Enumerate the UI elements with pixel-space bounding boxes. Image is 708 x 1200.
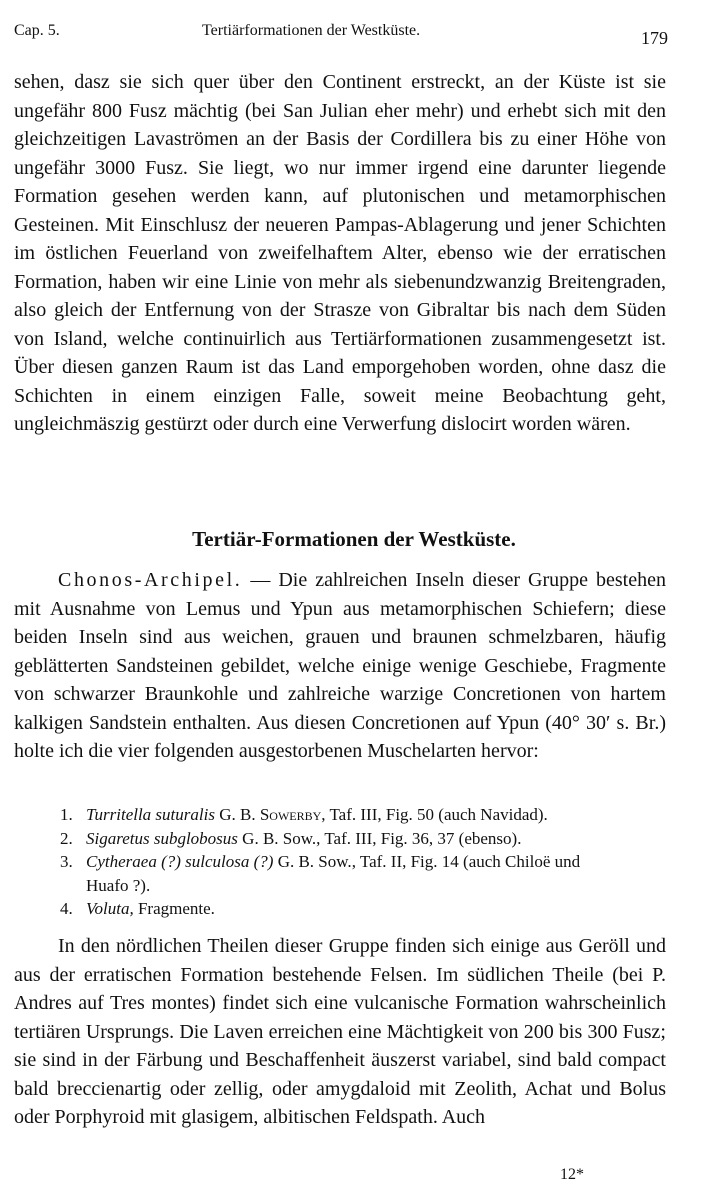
running-header (14, 22, 668, 52)
list-item-number: 4. (60, 899, 73, 918)
paragraph-2-lead: Chonos-Archipel. (58, 569, 243, 591)
list-item (60, 897, 666, 921)
species-author: G. B. Sow. (273, 852, 352, 871)
species-name: Voluta, (86, 899, 134, 918)
species-author: G. B. (219, 805, 260, 824)
running-title: Tertiärformationen der Westküste. (202, 22, 421, 39)
list-item (60, 827, 666, 851)
species-reference: , Taf. II, Fig. 14 (auch Chiloë und (351, 852, 581, 871)
species-name: Sigaretus subglobosus (86, 828, 238, 848)
species-author: Fragmente. (133, 899, 215, 918)
chapter-label: Cap. 5. (14, 22, 60, 39)
page-number: 179 (641, 28, 668, 48)
species-reference: , Taf. III, Fig. 36, 37 (ebenso). (316, 828, 522, 848)
section-heading: Tertiär-Formationen der Westküste. (192, 527, 516, 551)
species-author-sc: Sowerby (259, 805, 322, 824)
paragraph-2-text: — Die zahlreichen Inseln dieser Gruppe bestehen mit Ausnahme von Lemus und Ypun aus metamorphischen Schiefern; diese beiden Inseln sind aus weichen, grauen und braunen schmelzbaren, häufig geblätterten Sandsteinen gebildet, welche einige wenige Geschiebe, Fragmente von schwarzer Braunkohle und zahlreiche warzige Concretionen von hartem kalkigen Sandstein enthalten. Aus diesen Concretionen auf Ypun (40° 30′ s. Br.) holte ich die vier folgenden ausgestorbenen Muschelarten hervor: (14, 569, 666, 762)
species-reference: , Taf. III, Fig. 50 (auch Navidad). (321, 805, 548, 824)
species-continuation: Huafo ?). (86, 875, 151, 895)
species-name: Cytheraea (?) sulculosa (?) (86, 852, 274, 871)
paragraph-3: In den nördlichen Theilen dieser Gruppe finden sich einige aus Geröll und aus der erratischen Formation bestehende Felsen. Im südlichen Theile (bei P. Andres auf Tres montes) findet sich eine vulcanische Formation wahrscheinlich tertiären Ursprungs. Die Laven erreichen eine Mächtigkeit von 200 bis 300 Fusz; sie sind in der Färbung und Beschaffenheit äuszerst variabel, sind bald compact bald breccienartig oder zellig, oder amygdaloid mit Zeolith, Achat und Bolus oder Porphyroid mit glasigem, albitischen Feldspath. Auch (14, 935, 666, 1128)
list-item (60, 850, 666, 897)
signature-mark: 12* (560, 1166, 584, 1183)
species-name: Turritella suturalis (86, 805, 215, 824)
list-item (60, 803, 666, 827)
paragraph-1: sehen, dasz sie sich quer über den Continent erstreckt, an der Küste ist sie ungefähr 800 Fusz mächtig (bei San Julian eher mehr) und erhebt sich mit den gleichzeitigen Lavaströmen an der Basis der Cordillera bis zu einer Höhe von ungefähr 3000 Fusz. Sie liegt, wo nur immer irgend eine darunter liegende Formation gesehen werden kann, auf plutonischen und metamorphischen Gesteinen. Mit Einschlusz der neueren Pampas-Ablagerung und jener Schichten im östlichen Feuerland von zweifelhaftem Alter, ebenso wie der erratischen Formation, haben wir eine Linie von mehr als siebenundzwanzig Breitengraden, also gleich der Entfernung von der Strasze von Gibraltar bis nach dem Süden von Island, welche continuirlich aus Tertiärformationen zusammengesetzt ist. Über diesen ganzen Raum ist das Land emporgehoben worden, ohne dasz die Schichten in einem einzigen Falle, soweit meine Beobachtung geht, ungleichmäszig gestürzt oder durch eine Verwerfung dislocirt worden wären. (14, 71, 666, 435)
species-list (60, 803, 666, 921)
list-item-number: 2. (60, 828, 73, 848)
list-item-number: 1. (60, 805, 73, 824)
species-author: G. B. Sow. (242, 828, 317, 848)
list-item-number: 3. (60, 852, 73, 871)
paragraph-2 (14, 566, 666, 766)
